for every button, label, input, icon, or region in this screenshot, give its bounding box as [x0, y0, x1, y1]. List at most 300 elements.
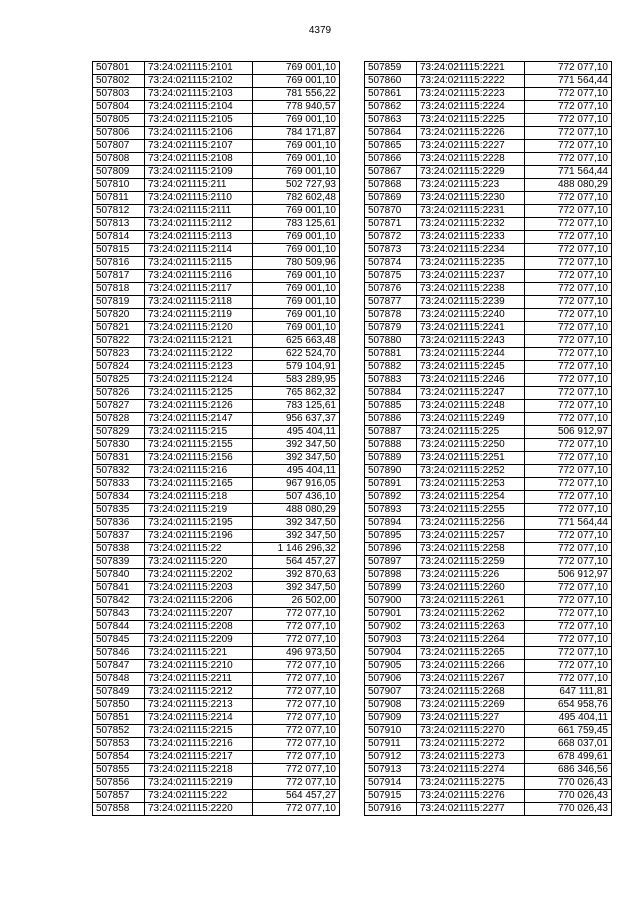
cadastral-number-cell: 73:24:021115:2115 — [145, 257, 253, 270]
record-number-cell: 507902 — [365, 621, 417, 634]
cadastral-number-cell: 73:24:021115:2210 — [145, 660, 253, 673]
record-number-cell: 507856 — [93, 777, 145, 790]
cadastral-number-cell: 73:24:021115:2219 — [145, 777, 253, 790]
cadastral-number-cell: 73:24:021115:2223 — [417, 88, 525, 101]
table-row — [93, 452, 340, 465]
value-cell: 506 912,97 — [525, 569, 612, 582]
table-row — [93, 231, 340, 244]
cadastral-number-cell: 73:24:021115:2248 — [417, 400, 525, 413]
table-row — [365, 452, 612, 465]
value-cell: 765 862,32 — [253, 387, 340, 400]
record-number-cell: 507881 — [365, 348, 417, 361]
table-row — [93, 270, 340, 283]
cadastral-number-cell: 73:24:021115:2277 — [417, 803, 525, 816]
table-row — [93, 634, 340, 647]
value-cell: 783 125,61 — [253, 218, 340, 231]
cadastral-number-cell: 73:24:021115:2109 — [145, 166, 253, 179]
value-cell: 392 347,50 — [253, 439, 340, 452]
cadastral-number-cell: 73:24:021115:2122 — [145, 348, 253, 361]
cadastral-number-cell: 73:24:021115:2222 — [417, 75, 525, 88]
record-number-cell: 507837 — [93, 530, 145, 543]
record-number-cell: 507857 — [93, 790, 145, 803]
cadastral-number-cell: 73:24:021115:2125 — [145, 387, 253, 400]
value-cell: 661 759,45 — [525, 725, 612, 738]
cadastral-number-cell: 73:24:021115:2155 — [145, 439, 253, 452]
value-cell: 1 146 296,32 — [253, 543, 340, 556]
value-cell: 769 001,10 — [253, 205, 340, 218]
record-number-cell: 507900 — [365, 595, 417, 608]
cadastral-number-cell: 73:24:021115:2252 — [417, 465, 525, 478]
cadastral-number-cell: 73:24:021115:2274 — [417, 764, 525, 777]
table-row — [93, 699, 340, 712]
cadastral-number-cell: 73:24:021115:2218 — [145, 764, 253, 777]
value-cell: 772 077,10 — [525, 673, 612, 686]
record-number-cell: 507861 — [365, 88, 417, 101]
cadastral-number-cell: 73:24:021115:2256 — [417, 517, 525, 530]
left-table — [92, 61, 340, 816]
table-row — [93, 673, 340, 686]
record-number-cell: 507836 — [93, 517, 145, 530]
table-row — [365, 556, 612, 569]
cadastral-number-cell: 73:24:021115:2108 — [145, 153, 253, 166]
value-cell: 668 037,01 — [525, 738, 612, 751]
cadastral-number-cell: 73:24:021115:2113 — [145, 231, 253, 244]
value-cell: 772 077,10 — [253, 738, 340, 751]
cadastral-number-cell: 73:24:021115:2238 — [417, 283, 525, 296]
record-number-cell: 507806 — [93, 127, 145, 140]
value-cell: 769 001,10 — [253, 75, 340, 88]
cadastral-number-cell: 73:24:021115:2250 — [417, 439, 525, 452]
value-cell: 772 077,10 — [525, 439, 612, 452]
value-cell: 678 499,61 — [525, 751, 612, 764]
value-cell: 488 080,29 — [525, 179, 612, 192]
table-row — [93, 504, 340, 517]
table-row — [365, 777, 612, 790]
record-number-cell: 507874 — [365, 257, 417, 270]
record-number-cell: 507883 — [365, 374, 417, 387]
record-number-cell: 507828 — [93, 413, 145, 426]
record-number-cell: 507811 — [93, 192, 145, 205]
cadastral-number-cell: 73:24:021115:2254 — [417, 491, 525, 504]
record-number-cell: 507807 — [93, 140, 145, 153]
cadastral-number-cell: 73:24:021115:2116 — [145, 270, 253, 283]
value-cell: 956 637,37 — [253, 413, 340, 426]
table-row — [93, 244, 340, 257]
table-row — [93, 764, 340, 777]
value-cell: 772 077,10 — [525, 608, 612, 621]
record-number-cell: 507892 — [365, 491, 417, 504]
record-number-cell: 507889 — [365, 452, 417, 465]
cadastral-number-cell: 73:24:021115:2206 — [145, 595, 253, 608]
cadastral-number-cell: 73:24:021115:219 — [145, 504, 253, 517]
record-number-cell: 507911 — [365, 738, 417, 751]
table-row — [93, 725, 340, 738]
value-cell: 772 077,10 — [525, 231, 612, 244]
record-number-cell: 507808 — [93, 153, 145, 166]
table-row — [365, 491, 612, 504]
record-number-cell: 507870 — [365, 205, 417, 218]
value-cell: 772 077,10 — [253, 764, 340, 777]
record-number-cell: 507906 — [365, 673, 417, 686]
cadastral-number-cell: 73:24:021115:2221 — [417, 62, 525, 75]
cadastral-number-cell: 73:24:021115:2237 — [417, 270, 525, 283]
value-cell: 495 404,11 — [253, 465, 340, 478]
value-cell: 502 727,93 — [253, 179, 340, 192]
value-cell: 772 077,10 — [253, 686, 340, 699]
value-cell: 772 077,10 — [525, 621, 612, 634]
record-number-cell: 507887 — [365, 426, 417, 439]
table-row — [93, 348, 340, 361]
record-number-cell: 507840 — [93, 569, 145, 582]
table-row — [365, 361, 612, 374]
cadastral-number-cell: 73:24:021115:2229 — [417, 166, 525, 179]
value-cell: 772 077,10 — [525, 244, 612, 257]
table-row — [365, 348, 612, 361]
record-number-cell: 507823 — [93, 348, 145, 361]
value-cell: 772 077,10 — [525, 634, 612, 647]
value-cell: 769 001,10 — [253, 166, 340, 179]
value-cell: 772 077,10 — [525, 205, 612, 218]
table-row — [365, 283, 612, 296]
record-number-cell: 507896 — [365, 543, 417, 556]
value-cell: 769 001,10 — [253, 244, 340, 257]
record-number-cell: 507810 — [93, 179, 145, 192]
cadastral-number-cell: 73:24:021115:2165 — [145, 478, 253, 491]
cadastral-number-cell: 73:24:021115:211 — [145, 179, 253, 192]
record-number-cell: 507878 — [365, 309, 417, 322]
cadastral-number-cell: 73:24:021115:2226 — [417, 127, 525, 140]
value-cell: 772 077,10 — [525, 153, 612, 166]
cadastral-number-cell: 73:24:021115:2269 — [417, 699, 525, 712]
table-row — [365, 790, 612, 803]
table-row — [365, 153, 612, 166]
cadastral-number-cell: 73:24:021115:2203 — [145, 582, 253, 595]
record-number-cell: 507866 — [365, 153, 417, 166]
table-row — [93, 608, 340, 621]
cadastral-number-cell: 73:24:021115:2103 — [145, 88, 253, 101]
value-cell: 392 347,50 — [253, 517, 340, 530]
value-cell: 772 077,10 — [525, 400, 612, 413]
record-number-cell: 507852 — [93, 725, 145, 738]
table-row — [93, 517, 340, 530]
value-cell: 772 077,10 — [253, 777, 340, 790]
cadastral-number-cell: 73:24:021115:2230 — [417, 192, 525, 205]
value-cell: 772 077,10 — [525, 218, 612, 231]
table-row — [93, 374, 340, 387]
table-row — [365, 257, 612, 270]
cadastral-number-cell: 73:24:021115:222 — [145, 790, 253, 803]
cadastral-number-cell: 73:24:021115:2235 — [417, 257, 525, 270]
value-cell: 772 077,10 — [525, 478, 612, 491]
table-row — [93, 803, 340, 816]
table-row — [93, 114, 340, 127]
record-number-cell: 507890 — [365, 465, 417, 478]
table-row — [365, 426, 612, 439]
table-row — [93, 166, 340, 179]
value-cell: 772 077,10 — [525, 127, 612, 140]
value-cell: 506 912,97 — [525, 426, 612, 439]
value-cell: 772 077,10 — [253, 751, 340, 764]
value-cell: 772 077,10 — [525, 647, 612, 660]
value-cell: 781 556,22 — [253, 88, 340, 101]
record-number-cell: 507842 — [93, 595, 145, 608]
value-cell: 772 077,10 — [525, 62, 612, 75]
cadastral-number-cell: 73:24:021115:2107 — [145, 140, 253, 153]
table-row — [365, 803, 612, 816]
record-number-cell: 507803 — [93, 88, 145, 101]
value-cell: 769 001,10 — [253, 283, 340, 296]
table-row — [93, 426, 340, 439]
cadastral-number-cell: 73:24:021115:220 — [145, 556, 253, 569]
cadastral-number-cell: 73:24:021115:2123 — [145, 361, 253, 374]
value-cell: 771 564,44 — [525, 517, 612, 530]
table-row — [365, 88, 612, 101]
cadastral-number-cell: 73:24:021115:2262 — [417, 608, 525, 621]
record-number-cell: 507853 — [93, 738, 145, 751]
record-number-cell: 507855 — [93, 764, 145, 777]
cadastral-number-cell: 73:24:021115:2224 — [417, 101, 525, 114]
table-row — [365, 660, 612, 673]
table-row — [365, 75, 612, 88]
value-cell: 772 077,10 — [525, 270, 612, 283]
table-row — [93, 62, 340, 75]
value-cell: 780 509,96 — [253, 257, 340, 270]
record-number-cell: 507903 — [365, 634, 417, 647]
record-number-cell: 507914 — [365, 777, 417, 790]
table-row — [365, 244, 612, 257]
table-row — [365, 517, 612, 530]
record-number-cell: 507904 — [365, 647, 417, 660]
cadastral-number-cell: 73:24:021115:2260 — [417, 582, 525, 595]
value-cell: 769 001,10 — [253, 270, 340, 283]
value-cell: 784 171,87 — [253, 127, 340, 140]
value-cell: 772 077,10 — [525, 374, 612, 387]
value-cell: 772 077,10 — [525, 88, 612, 101]
cadastral-number-cell: 73:24:021115:215 — [145, 426, 253, 439]
table-row — [365, 270, 612, 283]
record-number-cell: 507893 — [365, 504, 417, 517]
value-cell: 583 289,95 — [253, 374, 340, 387]
table-row — [365, 647, 612, 660]
value-cell: 772 077,10 — [253, 621, 340, 634]
page-number: 4379 — [308, 25, 332, 36]
record-number-cell: 507830 — [93, 439, 145, 452]
value-cell: 496 973,50 — [253, 647, 340, 660]
record-number-cell: 507804 — [93, 101, 145, 114]
table-row — [365, 673, 612, 686]
record-number-cell: 507839 — [93, 556, 145, 569]
record-number-cell: 507901 — [365, 608, 417, 621]
record-number-cell: 507867 — [365, 166, 417, 179]
record-number-cell: 507825 — [93, 374, 145, 387]
table-row — [93, 582, 340, 595]
table-row — [93, 647, 340, 660]
record-number-cell: 507909 — [365, 712, 417, 725]
cadastral-number-cell: 73:24:021115:2239 — [417, 296, 525, 309]
table-row — [365, 608, 612, 621]
right-table — [364, 61, 612, 816]
cadastral-number-cell: 73:24:021115:2263 — [417, 621, 525, 634]
record-number-cell: 507873 — [365, 244, 417, 257]
cadastral-number-cell: 73:24:021115:2225 — [417, 114, 525, 127]
record-number-cell: 507868 — [365, 179, 417, 192]
table-row — [93, 205, 340, 218]
value-cell: 564 457,27 — [253, 556, 340, 569]
cadastral-number-cell: 73:24:021115:2228 — [417, 153, 525, 166]
table-row — [365, 621, 612, 634]
record-number-cell: 507865 — [365, 140, 417, 153]
record-number-cell: 507815 — [93, 244, 145, 257]
record-number-cell: 507819 — [93, 296, 145, 309]
table-row — [365, 374, 612, 387]
value-cell: 772 077,10 — [253, 699, 340, 712]
cadastral-number-cell: 73:24:021115:2207 — [145, 608, 253, 621]
cadastral-number-cell: 73:24:021115:2195 — [145, 517, 253, 530]
value-cell: 769 001,10 — [253, 62, 340, 75]
cadastral-number-cell: 73:24:021115:2208 — [145, 621, 253, 634]
table-row — [93, 335, 340, 348]
record-number-cell: 507824 — [93, 361, 145, 374]
table-row — [365, 231, 612, 244]
record-number-cell: 507859 — [365, 62, 417, 75]
table-row — [365, 699, 612, 712]
value-cell: 772 077,10 — [253, 660, 340, 673]
table-row — [93, 413, 340, 426]
record-number-cell: 507832 — [93, 465, 145, 478]
value-cell: 772 077,10 — [525, 192, 612, 205]
cadastral-number-cell: 73:24:021115:2214 — [145, 712, 253, 725]
cadastral-number-cell: 73:24:021115:2231 — [417, 205, 525, 218]
value-cell: 769 001,10 — [253, 231, 340, 244]
cadastral-number-cell: 73:24:021115:2270 — [417, 725, 525, 738]
table-row — [93, 400, 340, 413]
value-cell: 772 077,10 — [525, 413, 612, 426]
cadastral-number-cell: 73:24:021115:2106 — [145, 127, 253, 140]
table-row — [365, 686, 612, 699]
record-number-cell: 507820 — [93, 309, 145, 322]
record-number-cell: 507871 — [365, 218, 417, 231]
record-number-cell: 507897 — [365, 556, 417, 569]
cadastral-number-cell: 73:24:021115:2104 — [145, 101, 253, 114]
record-number-cell: 507802 — [93, 75, 145, 88]
value-cell: 770 026,43 — [525, 803, 612, 816]
record-number-cell: 507838 — [93, 543, 145, 556]
table-row — [93, 777, 340, 790]
cadastral-number-cell: 73:24:021115:2217 — [145, 751, 253, 764]
cadastral-number-cell: 73:24:021115:2233 — [417, 231, 525, 244]
table-row — [93, 257, 340, 270]
value-cell: 772 077,10 — [525, 257, 612, 270]
record-number-cell: 507833 — [93, 478, 145, 491]
table-row — [365, 114, 612, 127]
record-number-cell: 507829 — [93, 426, 145, 439]
table-row — [93, 621, 340, 634]
record-number-cell: 507841 — [93, 582, 145, 595]
table-row — [93, 75, 340, 88]
record-number-cell: 507872 — [365, 231, 417, 244]
table-row — [365, 725, 612, 738]
cadastral-number-cell: 73:24:021115:2119 — [145, 309, 253, 322]
value-cell: 772 077,10 — [525, 595, 612, 608]
value-cell: 495 404,11 — [525, 712, 612, 725]
table-row — [365, 101, 612, 114]
cadastral-number-cell: 73:24:021115:2102 — [145, 75, 253, 88]
record-number-cell: 507875 — [365, 270, 417, 283]
value-cell: 770 026,43 — [525, 790, 612, 803]
table-row — [365, 179, 612, 192]
value-cell: 772 077,10 — [525, 283, 612, 296]
table-row — [365, 296, 612, 309]
value-cell: 772 077,10 — [525, 660, 612, 673]
record-number-cell: 507891 — [365, 478, 417, 491]
record-number-cell: 507812 — [93, 205, 145, 218]
record-number-cell: 507827 — [93, 400, 145, 413]
cadastral-number-cell: 73:24:021115:2111 — [145, 205, 253, 218]
record-number-cell: 507822 — [93, 335, 145, 348]
cadastral-number-cell: 73:24:021115:2266 — [417, 660, 525, 673]
cadastral-number-cell: 73:24:021115:2258 — [417, 543, 525, 556]
record-number-cell: 507876 — [365, 283, 417, 296]
table-row — [365, 465, 612, 478]
table-row — [365, 439, 612, 452]
value-cell: 392 347,50 — [253, 452, 340, 465]
record-number-cell: 507835 — [93, 504, 145, 517]
cadastral-number-cell: 73:24:021115:2240 — [417, 309, 525, 322]
record-number-cell: 507854 — [93, 751, 145, 764]
table-row — [93, 179, 340, 192]
value-cell: 686 346,56 — [525, 764, 612, 777]
table-row — [365, 569, 612, 582]
table-row — [93, 322, 340, 335]
cadastral-number-cell: 73:24:021115:2156 — [145, 452, 253, 465]
record-number-cell: 507886 — [365, 413, 417, 426]
record-number-cell: 507882 — [365, 361, 417, 374]
cadastral-number-cell: 73:24:021115:2243 — [417, 335, 525, 348]
table-row — [365, 543, 612, 556]
table-row — [93, 153, 340, 166]
table-row — [93, 543, 340, 556]
table-row — [365, 309, 612, 322]
cadastral-number-cell: 73:24:021115:2268 — [417, 686, 525, 699]
table-row — [365, 62, 612, 75]
value-cell: 772 077,10 — [525, 504, 612, 517]
cadastral-number-cell: 73:24:021115:2244 — [417, 348, 525, 361]
table-row — [365, 712, 612, 725]
value-cell: 392 347,50 — [253, 582, 340, 595]
table-row — [365, 751, 612, 764]
cadastral-number-cell: 73:24:021115:2209 — [145, 634, 253, 647]
table-row — [365, 166, 612, 179]
value-cell: 654 958,76 — [525, 699, 612, 712]
value-cell: 392 870,63 — [253, 569, 340, 582]
cadastral-number-cell: 73:24:021115:2264 — [417, 634, 525, 647]
record-number-cell: 507880 — [365, 335, 417, 348]
table-row — [93, 361, 340, 374]
cadastral-number-cell: 73:24:021115:2202 — [145, 569, 253, 582]
table-row — [93, 127, 340, 140]
table-row — [93, 530, 340, 543]
table-row — [93, 478, 340, 491]
value-cell: 771 564,44 — [525, 75, 612, 88]
record-number-cell: 507826 — [93, 387, 145, 400]
value-cell: 495 404,11 — [253, 426, 340, 439]
table-row — [93, 88, 340, 101]
record-number-cell: 507910 — [365, 725, 417, 738]
value-cell: 772 077,10 — [525, 101, 612, 114]
value-cell: 772 077,10 — [253, 608, 340, 621]
record-number-cell: 507862 — [365, 101, 417, 114]
record-number-cell: 507905 — [365, 660, 417, 673]
